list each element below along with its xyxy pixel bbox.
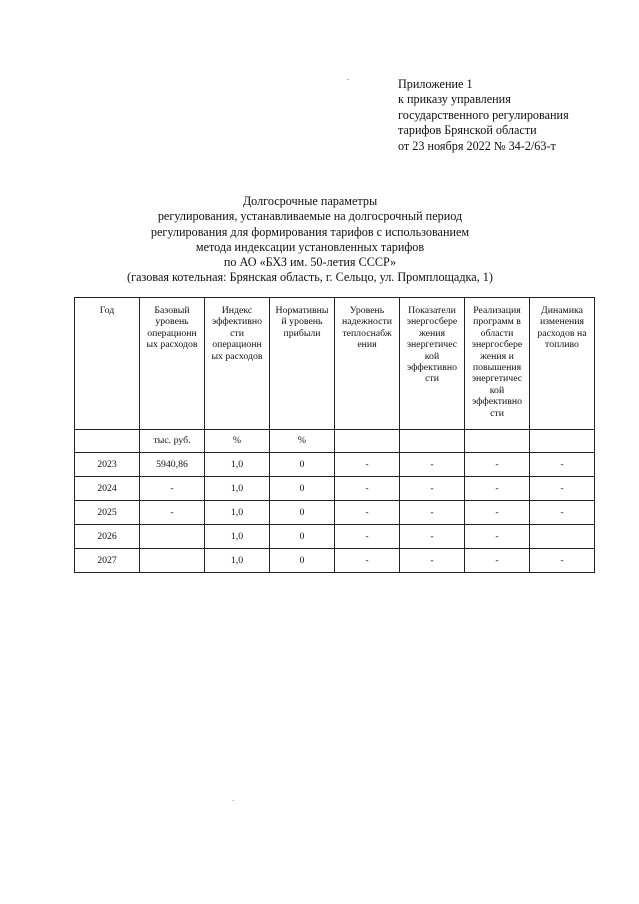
header-programs: Реализация программ в области энергосбере жения и повышения энергетичес кой эффективно сти [471, 305, 523, 419]
appendix-line: государственного регулирования [398, 107, 569, 122]
table-cell: - [335, 525, 400, 549]
table-header-row [75, 298, 595, 430]
table-cell: 0 [270, 453, 335, 477]
header-cell [205, 298, 270, 430]
table-cell: - [465, 477, 530, 501]
table-cell [530, 525, 595, 549]
table-cell: 1,0 [205, 477, 270, 501]
table-cell: 2027 [75, 549, 140, 573]
table-cell: 2025 [75, 501, 140, 525]
appendix-line: к приказу управления [398, 92, 511, 107]
table-cell: - [335, 549, 400, 573]
appendix-line: от 23 ноября 2022 № 34-2/63-т [398, 138, 556, 153]
header-cell [465, 298, 530, 430]
table-row [75, 453, 595, 477]
table-cell: 2026 [75, 525, 140, 549]
table-row [75, 501, 595, 525]
table-cell: 0 [270, 477, 335, 501]
table-cell: 1,0 [205, 453, 270, 477]
table-cell: - [530, 477, 595, 501]
table-cell: - [140, 501, 205, 525]
table-cell: - [465, 525, 530, 549]
table-cell: - [400, 453, 465, 477]
table-units-row [75, 430, 595, 453]
table-cell: 0 [270, 549, 335, 573]
header-cell [400, 298, 465, 430]
header-efficiency-index: Индекс эффективно сти операционн ых расходов [211, 305, 263, 362]
table-cell [140, 525, 205, 549]
scan-speck [232, 800, 234, 801]
parameters-table [74, 297, 595, 573]
header-cell [270, 298, 335, 430]
header-cell [530, 298, 595, 430]
scan-speck [347, 79, 349, 80]
table-cell: - [465, 453, 530, 477]
header-fuel-dynamics: Динамика изменения расходов на топливо [537, 305, 587, 351]
title-line: регулирования, устанавливаемые на долгосрочный период [157, 209, 463, 224]
table-cell: 2023 [75, 453, 140, 477]
appendix-line: тарифов Брянской области [398, 123, 537, 138]
table-cell: - [400, 501, 465, 525]
title-line: метода индексации установленных тарифов [195, 239, 425, 254]
unit-cell: тыс. руб. [140, 430, 205, 453]
table-cell: 0 [270, 525, 335, 549]
table-cell: - [140, 477, 205, 501]
header-cell [75, 298, 140, 430]
header-energy-saving: Показатели энергосбере жения энергетичес кой эффективно сти [406, 305, 458, 385]
title-line: регулирования для формирования тарифов с использованием [150, 224, 470, 239]
table-cell: 0 [270, 501, 335, 525]
header-profit-level: Нормативны й уровень прибыли [275, 305, 329, 339]
header-base-opex: Базовый уровень операционн ых расходов [146, 305, 198, 351]
header-reliability: Уровень надежности теплоснабж ения [342, 305, 392, 351]
appendix-reference [398, 77, 569, 154]
table-cell: 2024 [75, 477, 140, 501]
table-cell: 5940,86 [140, 453, 205, 477]
table-cell: - [530, 549, 595, 573]
table-cell: - [335, 453, 400, 477]
unit-cell [400, 430, 465, 453]
header-year: Год [99, 305, 115, 316]
table-cell: - [465, 501, 530, 525]
table-cell: - [400, 477, 465, 501]
unit-cell [530, 430, 595, 453]
appendix-line: Приложение 1 [398, 77, 473, 91]
table-row [75, 477, 595, 501]
unit-cell [75, 430, 140, 453]
unit-cell [465, 430, 530, 453]
unit-cell: % [270, 430, 335, 453]
table-cell: - [465, 549, 530, 573]
table-cell: 1,0 [205, 501, 270, 525]
table-cell: 1,0 [205, 549, 270, 573]
table-cell: - [530, 501, 595, 525]
table-cell: 1,0 [205, 525, 270, 549]
table-cell: - [335, 477, 400, 501]
table-cell: - [335, 501, 400, 525]
table-cell: - [530, 453, 595, 477]
document-title [100, 194, 520, 286]
unit-cell [335, 430, 400, 453]
header-cell [140, 298, 205, 430]
table-cell: - [400, 525, 465, 549]
table-row [75, 525, 595, 549]
table-cell [140, 549, 205, 573]
table-row [75, 549, 595, 573]
header-cell [335, 298, 400, 430]
title-line: (газовая котельная: Брянская область, г. Сельцо, ул. Промплощадка, 1) [127, 270, 493, 285]
unit-cell: % [205, 430, 270, 453]
table-cell: - [400, 549, 465, 573]
title-line: по АО «БХЗ им. 50-летия СССР» [223, 255, 397, 270]
title-line: Долгосрочные параметры [242, 194, 378, 208]
